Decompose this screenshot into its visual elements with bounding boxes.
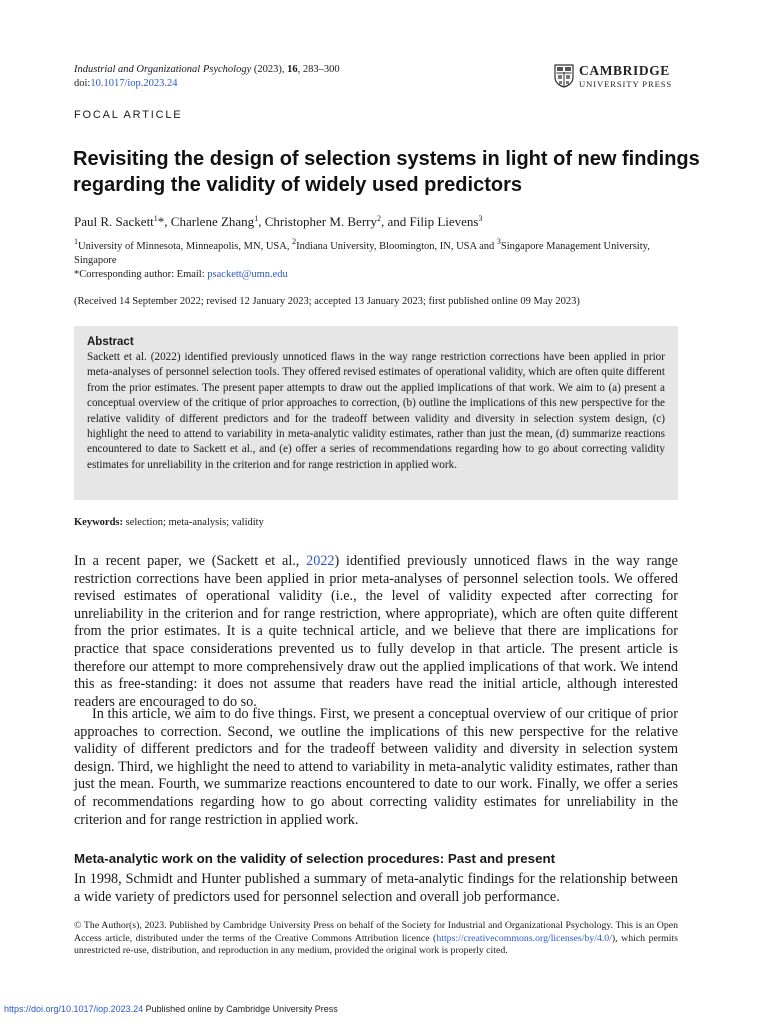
footer-doi-link[interactable]: https://doi.org/10.1017/iop.2023.24 [4,1004,144,1014]
abstract-heading: Abstract [87,336,134,348]
author-list [74,213,482,230]
affiliation-mark: 2 [292,237,297,246]
author-affiliation-mark: 2 [376,214,381,223]
journal-name: Industrial and Organizational Psychology [74,64,252,75]
author-separator: , and [380,214,410,229]
journal-volume: 16 [287,64,298,75]
affiliations [74,237,686,267]
abstract-box [74,326,678,500]
affiliation-mark: 3 [496,237,501,246]
body-paragraph-1 [74,553,678,711]
citation-link[interactable]: 2022 [306,553,335,569]
corresponding-mark: * [157,214,165,229]
license-notice [74,920,678,958]
author-separator: , [258,214,265,229]
author-name: Christopher M. Berry [264,214,377,229]
journal-year: (2023), [251,64,288,75]
author-affiliation-mark: 1 [254,214,259,223]
publisher-name: CAMBRIDGE [579,63,670,78]
cambridge-shield-icon [554,64,574,88]
affiliation-mark: 1 [74,237,78,246]
affiliation-1: University of Minnesota, Minneapolis, MN, USA, [78,241,293,252]
section-heading: Meta-analytic work on the validity of selection procedures: Past and present [74,851,556,866]
article-history: (Received 14 September 2022; revised 12 January 2023; accepted 13 January 2023; first published online 09 May 2023) [74,296,580,307]
publisher-logo [554,64,672,88]
article-title: Revisiting the design of selection systems in light of new findings regarding the validity of widely used predictors [73,148,700,196]
journal-pages: , 283–300 [297,64,340,75]
keywords-label: Keywords: [74,517,123,528]
footer-published: Published online by Cambridge University Press [143,1004,338,1014]
license-link[interactable]: https://creativecommons.org/licenses/by/4.0/ [436,932,612,944]
author-separator: , [164,214,171,229]
affiliation-2: Indiana University, Bloomington, IN, USA and [296,241,497,252]
article-type-label: FOCAL ARTICLE [74,109,183,121]
journal-citation [74,63,340,77]
publisher-subname: UNIVERSITY PRESS [579,78,673,89]
keywords-values: selection; meta-analysis; validity [123,517,264,528]
author-affiliation-mark: 1 [153,214,158,223]
license-text: © The Author(s), 2023. Published by Cambridge University Press on behalf of the Society for Industrial and Organizational Psychology. This is an Open Access article, distributed under the terms of the Creative Commons Attribution licence ( [74,920,678,944]
author-affiliation-mark: 3 [478,214,483,223]
corresponding-label: *Corresponding author: Email: [74,269,208,280]
corresponding-author [74,268,288,282]
abstract-text: Sackett et al. (2022) identified previously unnoticed flaws in the way range restriction corrections have been applied in prior meta-analyses of personnel selection tools. They offered revised estimates of operational validity, which are often quite different from the prior estimates. The present paper attempts to draw out the applied implications of that work. We aim to (a) present a conceptual overview of the critique of prior approaches to correction, (b) outline the implications of this new perspective for the relative validity of different predictors and for the tradeoff between validity and diversity in selection system design, (c) highlight the need to attend to variability in meta-analytic validity estimates, rather than just the mean, (d) summarize reactions encountered to date to Sackett et al., and (e) offer a series of recommendations regarding how to go about correcting validity estimates for unreliability in the criterion and for range restriction in applied work. [87,351,665,471]
paragraph-text: In a recent paper, we (Sackett et al., [74,553,307,569]
keywords [74,516,264,530]
author-name: Filip Lievens [409,214,479,229]
author-name: Charlene Zhang [170,214,255,229]
author-email-link[interactable]: psackett@umn.edu [207,269,288,280]
license-text: ), which permits unrestricted re-use, distribution, and reproduction in any medium, provided the original work is properly cited. [74,932,678,957]
doi-prefix: doi: [74,78,91,89]
body-paragraph-3: In 1998, Schmidt and Hunter published a summary of meta-analytic findings for the relationship between a wide variety of predictors used for personnel selection and overall job performance. [74,871,678,905]
affiliation-3: Singapore Management University, Singapore [74,241,650,266]
doi-link[interactable]: 10.1017/iop.2023.24 [90,78,178,89]
footer [4,1004,338,1014]
paragraph-text: ) identified previously unnoticed flaws in the way range restriction corrections have been applied in prior meta-analyses of personnel selection tools. We offered revised estimates of operational validity (i.e., the level of validity expected after correcting for unreliability in the criterion and for range restriction, where appropriate), which are often quite different from the prior estimates. It is a quite technical article, and we believe that there are implications for practice that space considerations prevented us to fully develop in that article. The present article is therefore our attempt to more comprehensively draw out the applied implications of that work. We intend this as free-standing: it does not assume that readers have read the initial article, although interested readers are encouraged to do so. [74,553,678,710]
author-name: Paul R. Sackett [74,214,154,229]
body-paragraph-2: In this article, we aim to do five things. First, we present a conceptual overview of our critique of prior approaches to correction. Second, we outline the implications of this new perspective for the relative validity of different predictors and for the tradeoff between validity and diversity in selection system design. Third, we highlight the need to attend to variability in meta-analytic validity estimates, rather than just the mean. Fourth, we summarize reactions encountered to date to our work. Finally, we offer a series of recommendations regarding how to go about correcting validity estimates for unreliability in the criterion and for range restriction in applied work. [74,706,678,828]
doi-line [74,77,178,91]
